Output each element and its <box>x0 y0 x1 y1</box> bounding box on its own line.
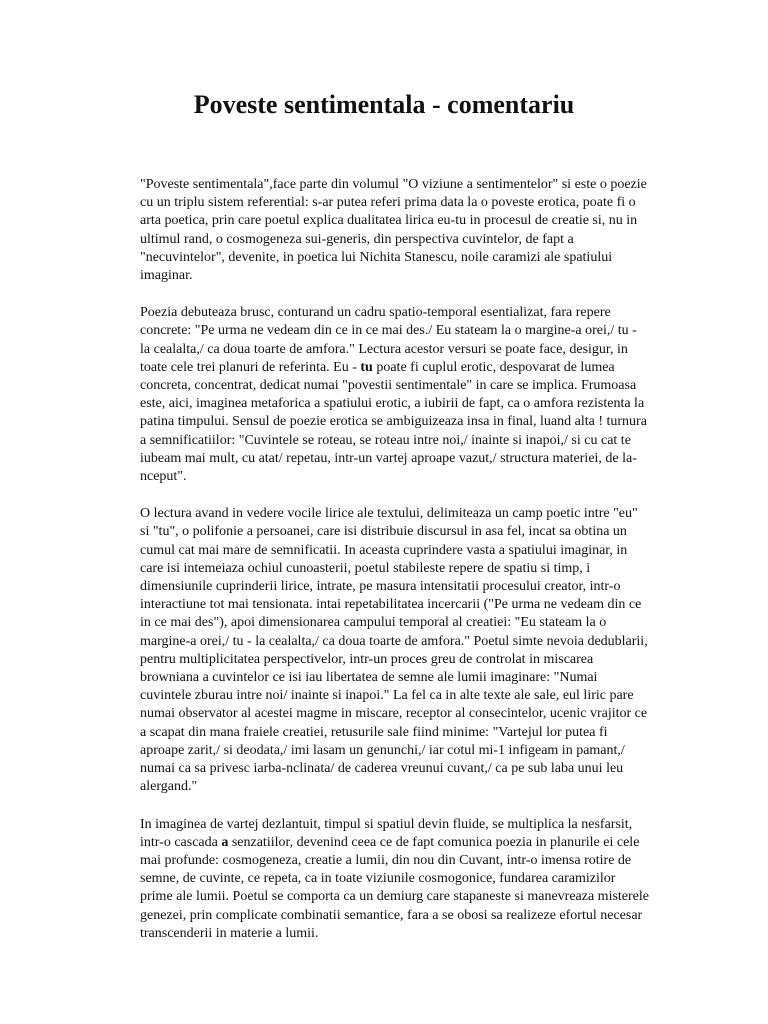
bold-text-run: tu <box>360 359 373 375</box>
page-title: Poveste sentimentala - comentariu <box>193 90 575 119</box>
bold-text-run: a <box>221 834 229 850</box>
text-run: "Poveste sentimentala",face parte din volumul "O viziune a sentimentelor" si este o poezie cu un triplu sistem referential: s-ar putea referi prima data la o poveste erotica, poate fi o arta poetica, prin care poetul explica dualitatea lirica eu-tu in procesul de creatie si, nu in ultimul rand, o cosmogeneza sui-generis, din perspectiva cuvintelor, de fapt a "necuvintelor", devenite, in poetica lui Nichita Stanescu, noile caramizi ale spatiului imaginar. <box>140 177 647 284</box>
document-body <box>140 176 650 962</box>
paragraph-2 <box>140 304 650 486</box>
text-run: In imaginea de vartej dezlantuit, timpul si spatiul devin fluide, se multiplica la nesfarsit, intr-o cascada <box>140 816 633 850</box>
text-run: senzatiilor, devenind ceea ce de fapt comunica poezia in planurile ei cele mai profunde: cosmogeneza, creatie a lumii, din nou din Cuvant, intr-o imensa rotire de semne, de cuvinte, ce repeta, ca in toate viziunile cosmogonice, fundarea caramizilor prime ale lumii. Poetul se comporta ca un demiurg care stapaneste si manevreaza misterele genezei, prin complicate combinatii semantice, fara a se obosi sa realizeze efortul necesar transcenderii in materie a lumii. <box>140 834 649 941</box>
text-run: Poezia debuteaza brusc, conturand un cadru spatio-temporal esentializat, fara repere concrete: "Pe urma ne vedeam din ce in ce mai des./ Eu stateam la o margine-a orei,/ tu - la cealalta,/ ca doua toarte de amfora." Lectura acestor versuri se poate face, desigur, in toate cele trei planuri de referinta. Eu - <box>140 305 637 375</box>
paragraph-4 <box>140 816 650 943</box>
text-run: O lectura avand in vedere vocile lirice ale textului, delimiteaza un camp poetic intre "eu" si "tu", o polifonie a persoanei, care isi distribuie discursul in asa fel, incat sa obtina un cumul cat mai mare de semnificatii. In aceasta cuprindere vasta a spatiului imaginar, in care isi intemeiaza ochiul cunoasterii, poetul stabileste repere de spatiu si timp, i dimensiunile cuprinderii lirice, intrate, pe masura intensitatii procesului creator, intr-o interactiune tot mai tensionata. intai repetabilitatea incercarii ("Pe urma ne vedeam din ce in ce mai des"), apoi dimensionarea campului temporal al creatiei: "Eu stateam la o margine-a orei,/ tu - la cealalta,/ ca doua toarte de amfora." Poetul simte nevoia dedublarii, pentru multiplicitatea perspectivelor, intr-un proces greu de controlat in miscarea browniana a cuvintelor ce isi iau libertatea de semne ale lumii imaginare: "Numai cuvintele zburau intre noi/ inainte si inapoi." La fel ca in alte texte ale sale, eul liric pare numai observator al acestei magme in miscare, receptor al consecintelor, ucenic vrajitor ce a scapat din mana fraiele creatiei, retusurile sale fiind minime: "Vartejul lor putea fi aproape zarit,/ si deodata,/ imi lasam un genunchi,/ iar cotul mi-1 infigeam in pamant,/ numai ca sa privesc iarba-nclinata/ de caderea vreunui cuvant,/ ca pe sub laba unui leu alergand." <box>140 506 648 795</box>
paragraph-1 <box>140 176 650 285</box>
paragraph-3 <box>140 505 650 796</box>
text-run: poate fi cuplul erotic, despovarat de lumea concreta, concentrat, dedicat numai "povestii sentimentale" in care se implica. Frumoasa este, aici, imaginea metaforica a spatiului erotic, a iubirii de fapt, ca o amfora rezistenta la patina timpului. Sensul de poezie erotica se ambiguizeaza insa in final, luand alta ! turnura a semnificatiilor: "Cuvintele se roteau, se roteau intre noi,/ inainte si inapoi,/ si cu cat te iubeam mai mult, cu atat/ repetau, intr-un vartej aproape vazut,/ structura materiei, de la-nceput". <box>140 359 647 485</box>
